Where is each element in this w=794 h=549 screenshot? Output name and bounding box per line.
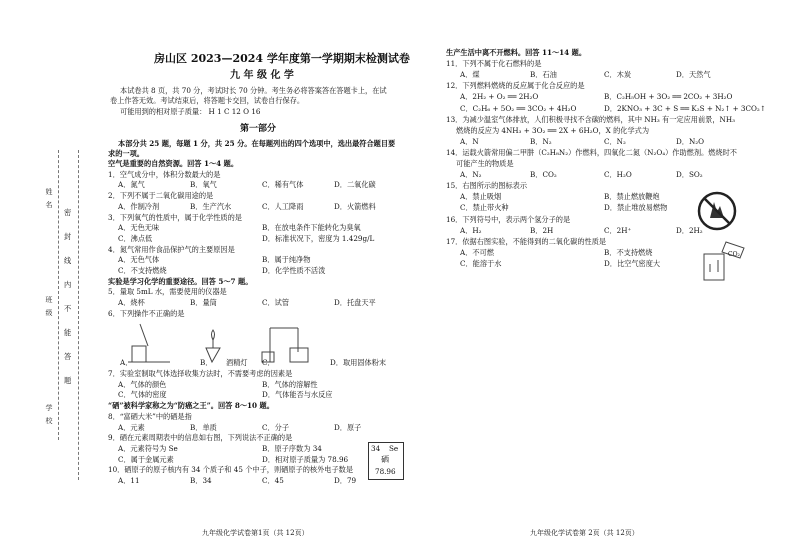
question-line: 8．“富硒大米”中的硒是指 [108, 411, 192, 421]
question-line: 5．量取 5mL 水，需要使用的仪器是 [108, 287, 227, 297]
q6-lamp-label: 酒精灯 [226, 358, 248, 367]
option: A．气体的颜色 [118, 379, 167, 389]
seal-char: 题 [64, 376, 72, 385]
question-line: 16．下列符号中，表示两个氢分子的是 [446, 214, 571, 224]
option: C．H₂O [604, 170, 632, 180]
part-intro-1: 本部分共 25 题，每题 1 分，共 25 分。在每题列出的四个选项中，选出最符合题目要 [118, 139, 396, 148]
option: A．氮气 [118, 180, 145, 190]
q6-option-c: C． [262, 358, 275, 367]
part-intro-2: 求的一项。 [108, 149, 144, 158]
intro-line-2: 卷上作答无效。考试结束后，将答题卡交回，试卷自行保存。 [110, 96, 305, 105]
question-line: “硒”被科学家称之为“防癌之王”。回答 8～10 题。 [108, 401, 274, 411]
q6-option-b: B． [200, 358, 213, 367]
seal-char: 答 [64, 352, 72, 361]
option: D．化学性质不活泼 [262, 266, 326, 275]
question-line: 燃烧的反应为 4NH₃ + 3O₂ ══ 2X + 6H₂O，X 的化学式为 [456, 125, 650, 135]
option: B．2H [530, 225, 554, 235]
question-line: 可能产生的物质是 [456, 159, 514, 168]
seal-line [78, 150, 79, 480]
selenium-element-box [368, 442, 404, 480]
option: C．人工降雨 [262, 201, 304, 211]
option: D．N₂O [676, 136, 705, 146]
left-footer: 九年级化学试卷第1页（共 12页） [202, 529, 309, 537]
school-label: 学校 [45, 404, 53, 430]
option: B．不支持燃烧 [604, 247, 653, 257]
seal-char: 不 [64, 304, 72, 313]
option: C．N₂ [604, 136, 626, 146]
element-number: 34 [371, 444, 381, 453]
option: C．稀有气体 [262, 180, 304, 190]
question-line: 15．右图所示的图标表示 [446, 181, 528, 191]
question-line: 1．空气成分中，体积分数最大的是 [108, 169, 221, 179]
option: C．不支持燃烧 [118, 266, 167, 275]
option: A．无色气体 [118, 255, 160, 265]
intro-line-1: 本试卷共 8 页，共 70 分，考试时长 70 分钟。考生务必将答案答在答题卡上，在试 [120, 86, 387, 95]
seal-char: 能 [64, 328, 72, 337]
option: A．煤 [460, 70, 480, 80]
option: D．相对原子质量为 78.96 [262, 454, 349, 464]
option: C．2H⁺ [604, 225, 632, 235]
option: A．烧杯 [118, 298, 145, 308]
right-footer: 九年级化学试卷第 2页（共 12页） [530, 529, 639, 537]
class-label: 班级 [45, 296, 53, 322]
co2-label: CO₂ [728, 251, 740, 258]
question-line: 空气是重要的自然资源。回答 1～4 题。 [108, 159, 239, 168]
element-name: 硒 [381, 455, 389, 464]
option: C．禁止带火种 [460, 203, 509, 213]
atomic-mass-line: 可能用到的相对原子质量： H 1 C 12 O 16 [120, 107, 261, 116]
option: C．分子 [262, 422, 290, 432]
option: B．34 [190, 476, 212, 485]
question-line: 6．下列操作不正确的是 [108, 308, 185, 318]
option: D．2KNO₃ + 3C + S ══ K₂S + N₂↑ + 3CO₂↑ [604, 103, 766, 113]
option: A．作制冷剂 [118, 201, 160, 211]
question-line: 10．硒原子的原子核内有 34 个质子和 45 个中子，则硒原子的核外电子数是 [108, 465, 354, 475]
question-line: 11．下列不属于化石燃料的是 [446, 59, 542, 69]
option: A．禁止吸烟 [460, 192, 502, 202]
question-line: 9．硒在元素周期表中的信息如右图，下列说法不正确的是 [108, 433, 293, 443]
option: D．气体能否与水反应 [262, 390, 333, 400]
question-line: 3．下列氧气的性质中，属于化学性质的是 [108, 212, 242, 222]
option: B．属于纯净物 [262, 255, 311, 265]
question-line: 4．氮气常用作食品保护气的主要原因是 [108, 244, 235, 254]
option: D．2H₂ [676, 225, 703, 235]
option: B．气体的溶解性 [262, 379, 318, 389]
option: D．托盘天平 [334, 298, 376, 308]
co2-experiment-figure [700, 238, 750, 284]
exam-title: 房山区 2023—2024 学年度第一学期期末检测试卷 [154, 52, 410, 65]
option: D．火箭燃料 [334, 201, 376, 211]
exam-subject: 九 年 级 化 学 [230, 70, 294, 81]
option: D．天然气 [676, 70, 711, 80]
option: C．沸点低 [118, 233, 153, 243]
seal-char: 线 [64, 256, 72, 265]
option: A．无色无味 [118, 223, 160, 233]
option: D．比空气密度大 [604, 258, 661, 268]
option: B．C₂H₅OH + 3O₂ ══ 2CO₂ + 3H₂O [604, 92, 733, 102]
question-line: 13．为减少温室气体排放，人们积极寻找不含碳的燃料，其中 NH₃ 有一定应用前景，NH₃ [446, 114, 735, 124]
option: A．2H₂ + O₂ ══ 2H₂O [460, 92, 539, 102]
name-label: 姓名 [45, 188, 53, 214]
option: B．氧气 [190, 180, 217, 190]
option: A．H₂ [460, 225, 482, 235]
seal-char: 密 [64, 208, 72, 217]
option: B．N₂ [530, 136, 552, 146]
option: C．属于金属元素 [118, 454, 174, 464]
question-line: 17．依据右图实验，不能得到的二氧化碳的性质是 [446, 236, 607, 246]
option: B．禁止燃放鞭炮 [604, 192, 660, 202]
option: D．禁止堆放易燃物 [604, 203, 668, 213]
q6-option-a: A． [120, 358, 133, 367]
name-line [58, 150, 59, 440]
option: D．79 [334, 476, 357, 485]
part-heading: 第一部分 [240, 124, 277, 134]
option: B．在放电条件下能转化为臭氧 [262, 223, 361, 233]
option: C．45 [262, 476, 284, 485]
no-fire-sign-icon [696, 190, 738, 232]
option: A．N [460, 136, 479, 146]
option: C．气体的密度 [118, 390, 167, 400]
option: B．石油 [530, 70, 557, 80]
question-line: 实验是学习化学的重要途径。回答 5～7 题。 [108, 276, 253, 286]
q6-option-d: D．取用固体粉末 [330, 358, 387, 367]
option: C．木炭 [604, 70, 632, 80]
seal-char: 内 [64, 280, 72, 289]
element-mass: 78.96 [375, 467, 396, 476]
option: A．元素 [118, 422, 145, 432]
option: A．11 [118, 476, 140, 485]
option: B．单质 [190, 422, 217, 432]
question-line: 生产生活中离不开燃料。回答 11～14 题。 [446, 48, 587, 57]
option: B．生产汽水 [190, 201, 232, 211]
option: C．试管 [262, 298, 290, 308]
option: D．二氧化碳 [334, 180, 376, 190]
option: B．原子序数为 34 [262, 443, 322, 453]
option: B．量筒 [190, 298, 217, 308]
seal-char: 封 [64, 232, 72, 241]
option: B．CO₂ [530, 170, 557, 180]
question-line: 7．实验室制取气体选择收集方法时，不需要考虑的因素是 [108, 369, 293, 378]
question-line: 12．下列燃料燃烧的反应属于化合反应的是 [446, 81, 585, 91]
option: A．元素符号为 Se [118, 443, 178, 453]
option: D．标准状况下，密度为 1.429g/L [262, 233, 375, 243]
question-line: 2．下列不属于二氧化碳用途的是 [108, 191, 214, 201]
element-symbol: Se [389, 444, 399, 453]
option: C．能溶于水 [460, 258, 502, 268]
option: D．SO₂ [676, 170, 703, 180]
option: A．不可燃 [460, 247, 494, 257]
option: D．原子 [334, 422, 362, 432]
option: A．N₂ [460, 170, 482, 180]
option: C．C₂H₆ + 5O₂ ══ 3CO₂ + 4H₂O [460, 103, 577, 113]
question-line: 14．运载火箭常用偏二甲肼（C₂H₈N₂）作燃料，四氧化二氮（N₂O₄）作助燃剂。燃烧时不 [446, 147, 737, 157]
